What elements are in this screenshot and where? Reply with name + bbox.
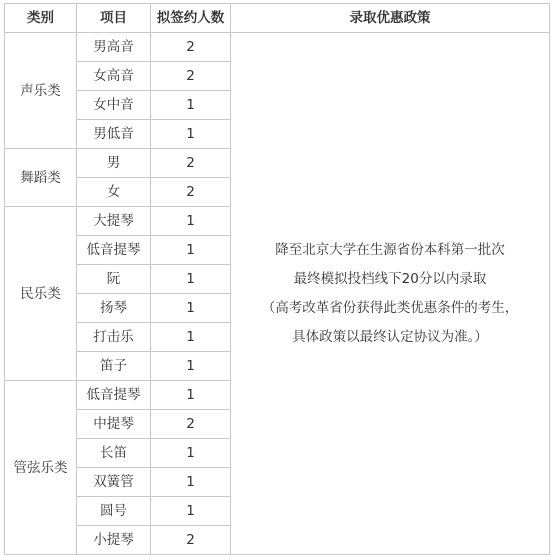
count-cell: 2 [151,526,231,555]
count-cell: 1 [151,236,231,265]
count-cell: 1 [151,265,231,294]
item-cell: 阮 [77,265,151,294]
count-cell: 2 [151,410,231,439]
item-cell: 打击乐 [77,323,151,352]
item-cell: 男 [77,149,151,178]
item-cell: 低音提琴 [77,381,151,410]
item-cell: 男低音 [77,120,151,149]
item-cell: 双簧管 [77,468,151,497]
count-cell: 2 [151,62,231,91]
count-cell: 1 [151,294,231,323]
policy-cell [231,33,550,555]
item-cell: 扬琴 [77,294,151,323]
table-row [5,33,550,62]
count-cell: 1 [151,381,231,410]
item-cell: 小提琴 [77,526,151,555]
policy-line: （高考改革省份获得此类优惠条件的考生， [261,299,519,316]
count-cell: 1 [151,497,231,526]
policy-line: 具体政策以最终认定协议为准。） [292,328,488,345]
count-cell: 1 [151,439,231,468]
count-cell: 1 [151,91,231,120]
count-cell: 1 [151,207,231,236]
item-cell: 圆号 [77,497,151,526]
count-cell: 1 [151,352,231,381]
item-cell: 中提琴 [77,410,151,439]
policy-line: 最终模拟投档线下20分以内录取 [293,270,487,287]
count-cell: 1 [151,120,231,149]
category-cell: 舞蹈类 [5,149,77,207]
header-item: 项目 [77,4,151,33]
count-cell: 2 [151,149,231,178]
count-cell: 1 [151,323,231,352]
item-cell: 男高音 [77,33,151,62]
item-cell: 长笛 [77,439,151,468]
item-cell: 女中音 [77,91,151,120]
category-cell: 民乐类 [5,207,77,381]
header-count: 拟签约人数 [151,4,231,33]
category-cell: 管弦乐类 [5,381,77,555]
header-row [5,4,550,33]
policy-line: 降至北京大学在生源省份本科第一批次 [275,241,505,258]
item-cell: 笛子 [77,352,151,381]
item-cell: 大提琴 [77,207,151,236]
admission-quota-table [4,3,550,555]
count-cell: 2 [151,33,231,62]
count-cell: 1 [151,468,231,497]
category-cell: 声乐类 [5,33,77,149]
table-body [5,33,550,555]
item-cell: 低音提琴 [77,236,151,265]
count-cell: 2 [151,178,231,207]
header-category: 类别 [5,4,77,33]
item-cell: 女高音 [77,62,151,91]
header-policy: 录取优惠政策 [231,4,550,33]
item-cell: 女 [77,178,151,207]
